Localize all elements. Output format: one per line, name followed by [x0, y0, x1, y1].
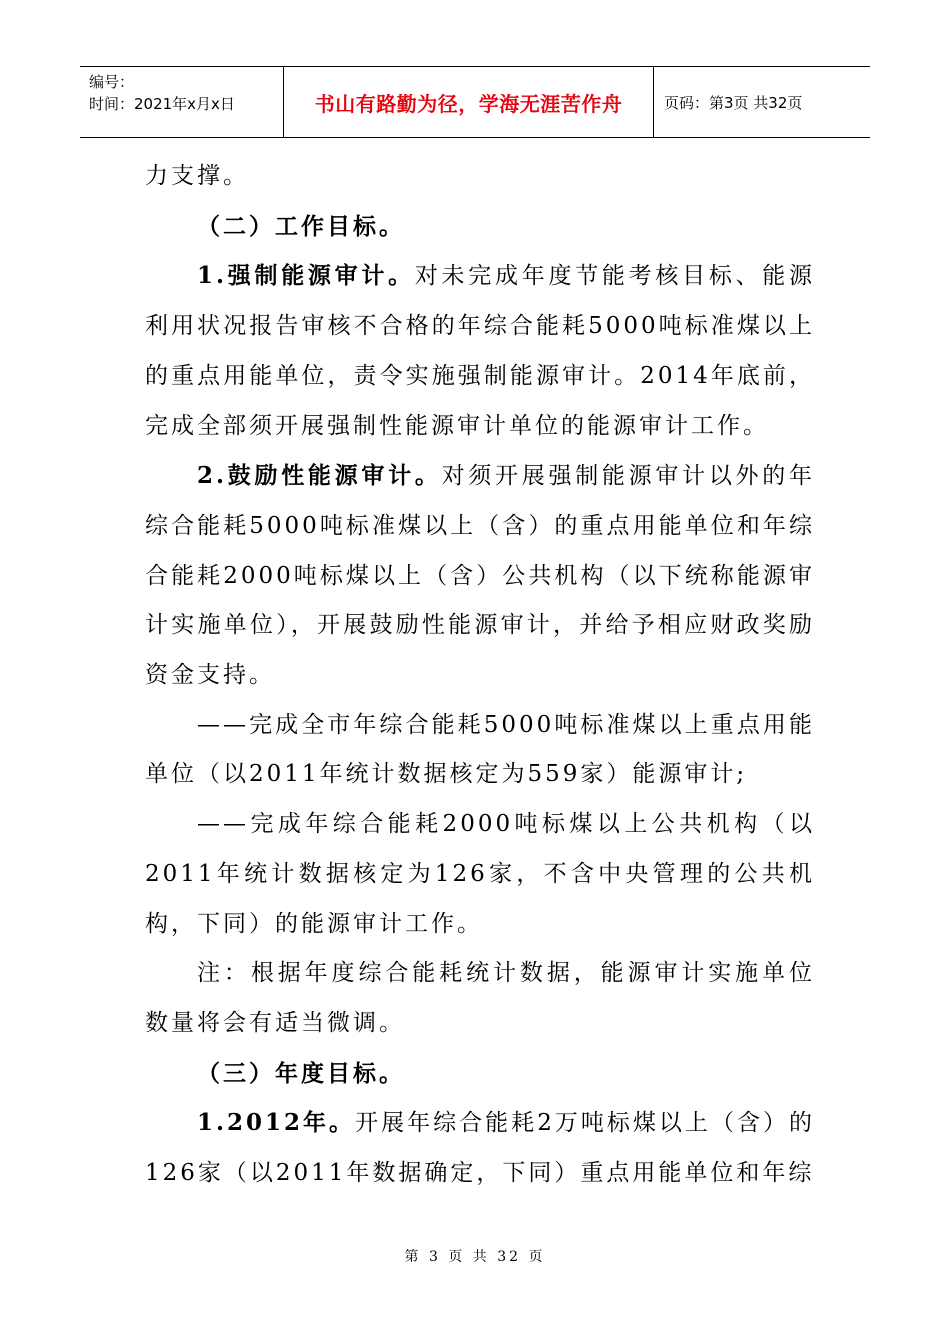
paragraph: ——完成年综合能耗2000吨标煤以上公共机构（以2011年统计数据核定为126家，不含中央管理的公共机构，下同）的能源审计工作。 — [145, 811, 815, 937]
header-meta — [80, 67, 284, 137]
paragraph: 2.鼓励性能源审计。对须开展强制能源审计以外的年综合能耗5000吨标准煤以上（含）的重点用能单位和年综合能耗2000吨标煤以上（含）公共机构（以下统称能源审计实施单位），开展鼓励性能源审计，并给予相应财政奖励资金支持。 — [145, 462, 816, 689]
paragraph: 1.强制能源审计。对未完成年度节能考核目标、能源利用状况报告审核不合格的年综合能耗5000吨标准煤以上的重点用能单位，责令实施强制能源审计。2014年底前，完成全部须开展强制性能源审计单位的能源审计工作。 — [145, 262, 815, 439]
paragraph: 力支撑。 — [145, 163, 249, 189]
header-page-info: 页码：第3页 共32页 — [664, 93, 803, 112]
page-footer: 第 3 页 共 32 页 — [404, 1249, 546, 1265]
document-body — [145, 152, 815, 1199]
paragraph: 1.2012年。开展年综合能耗2万吨标煤以上（含）的126家（以2011年数据确定，下同）重点用能单位和年综 — [145, 1109, 815, 1187]
paragraph-lead: 1.2012年。 — [197, 1109, 356, 1137]
page-header — [80, 66, 870, 138]
paragraph-lead: 2.鼓励性能源审计。 — [197, 462, 442, 490]
header-motto: 书山有路勤为径，学海无涯苦作舟 — [284, 67, 654, 137]
time-label: 时间：2021年x月x日 — [89, 95, 235, 113]
paragraph: 注：根据年度综合能耗统计数据，能源审计实施单位数量将会有适当微调。 — [145, 960, 815, 1036]
paragraph-lead: 1.强制能源审计。 — [197, 262, 415, 290]
section-heading: （二）工作目标。 — [197, 212, 405, 240]
paragraph: ——完成全市年综合能耗5000吨标准煤以上重点用能单位（以2011年统计数据核定为559家）能源审计; — [145, 711, 815, 788]
section-heading: （三）年度目标。 — [197, 1059, 405, 1087]
number-label: 编号： — [89, 73, 135, 91]
